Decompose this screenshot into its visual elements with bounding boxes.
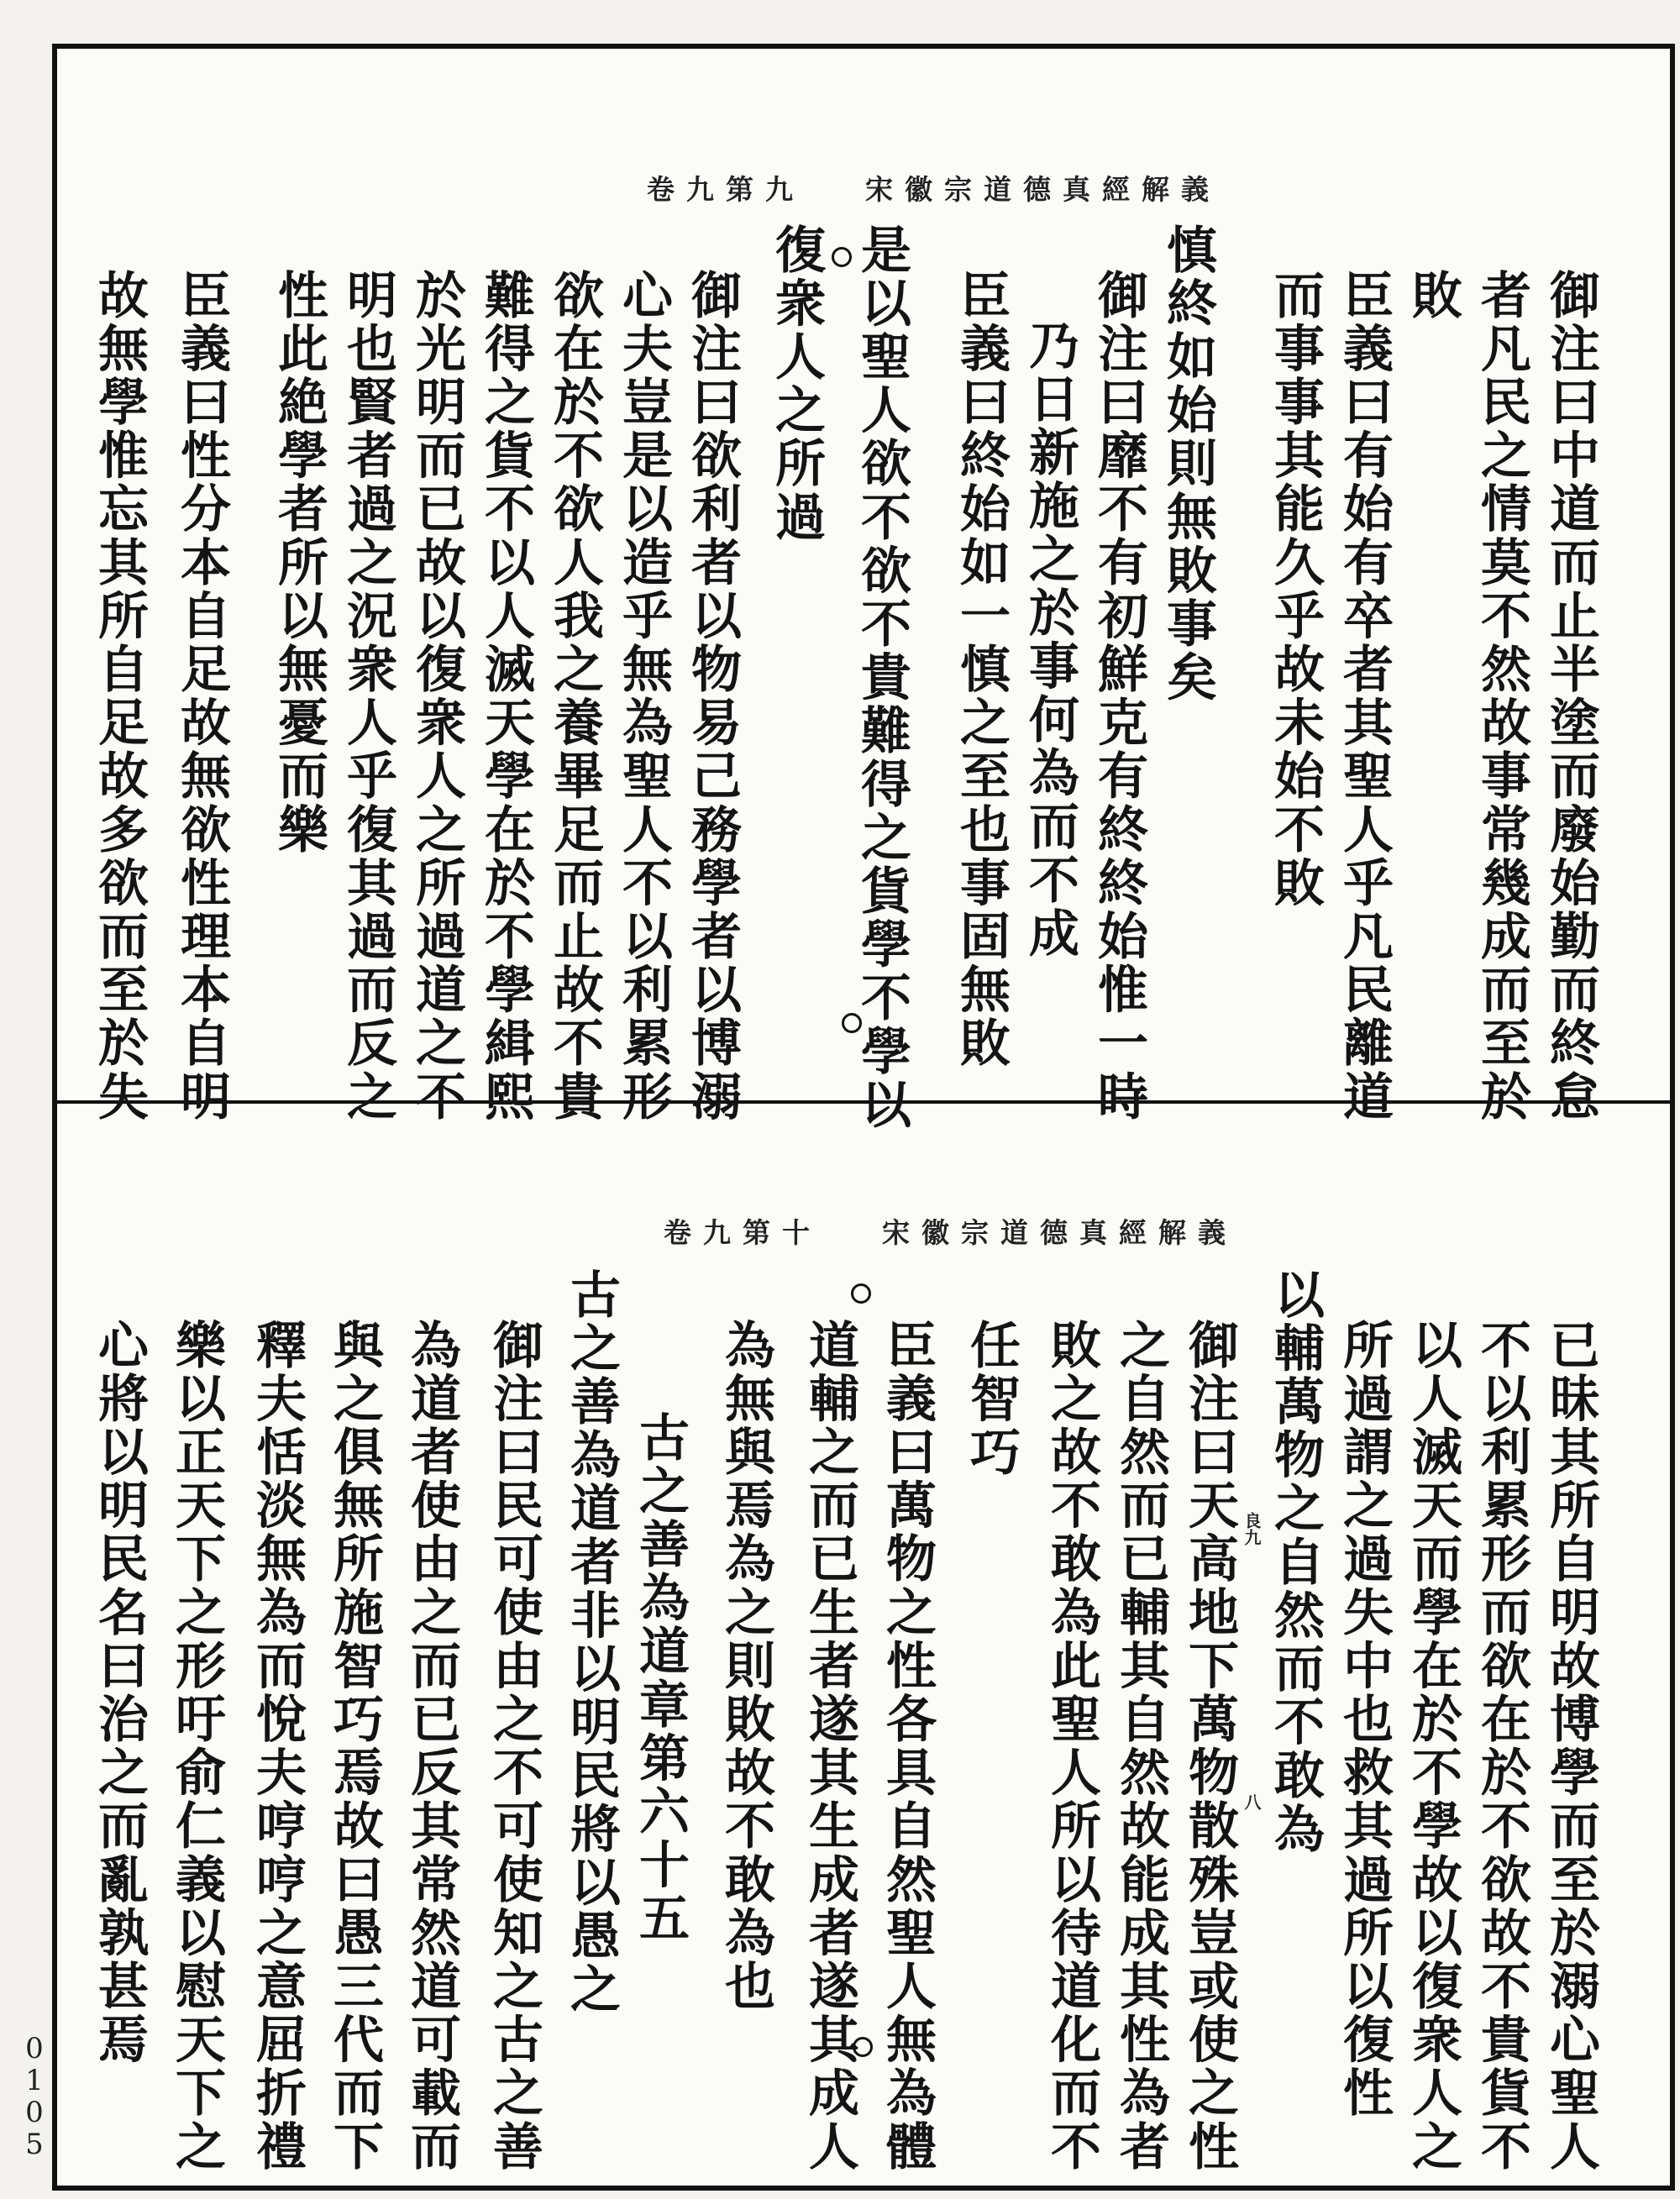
bottom-col-10: 臣義曰萬物之性各具自然聖人無為體 bbox=[878, 1319, 937, 2174]
top-col-5: 而事事其能久乎故未始不敗 bbox=[1266, 269, 1325, 911]
margin-digit: 0 bbox=[25, 2096, 44, 2129]
bottom-col-6: 御注曰天高地下萬物散殊豈或使之性 bbox=[1180, 1319, 1239, 2174]
bottom-col-17: 與之俱無所施智巧焉故曰愚三代而下 bbox=[325, 1319, 384, 2174]
bottom-circle-mark-1 bbox=[851, 1283, 871, 1304]
margin-digit: 5 bbox=[25, 2128, 44, 2161]
margin-page-number bbox=[22, 2033, 47, 2160]
bottom-col-2: 不以利累形而欲在於不欲故不貴貨不 bbox=[1473, 1319, 1531, 2174]
top-col-15: 難得之貨不以人滅天學在於不學緝熙 bbox=[476, 269, 535, 1124]
top-circle-mark-1 bbox=[832, 247, 852, 267]
bottom-header-volume: 卷九第十 bbox=[664, 1216, 822, 1249]
margin-page-number-text bbox=[22, 2033, 47, 2160]
top-circle-mark-2 bbox=[842, 1013, 862, 1033]
top-col-8: 乃日新施之於事何為而不成 bbox=[1021, 319, 1079, 961]
top-col-4: 臣義曰有始有卒者其聖人乎凡民離道 bbox=[1335, 269, 1394, 1124]
top-col-18: 性此絶學者所以無憂而樂 bbox=[270, 269, 328, 857]
top-header-title: 宋徽宗道德真經解義 bbox=[865, 173, 1221, 206]
top-col-17: 明也賢者過之況衆人乎復其過而反之 bbox=[339, 269, 397, 1124]
top-col-2: 者凡民之情莫不然故事常幾成而至於 bbox=[1473, 269, 1531, 1124]
top-col-10: 是以聖人欲不欲不貴難得之貨學不學以 bbox=[853, 223, 911, 1132]
bottom-col-7: 之自然而已輔其自然故能成其性為者 bbox=[1111, 1319, 1170, 2174]
bottom-col-1: 已昧其所自明故博學而至於溺心聖人 bbox=[1541, 1319, 1600, 2174]
bottom-col-3: 以人滅天而學在於不學故以復衆人之 bbox=[1404, 1319, 1462, 2174]
bottom-col-15: 御注曰民可使由之不可使知之古之善 bbox=[485, 1319, 543, 2174]
top-col-12: 御注曰欲利者以物易己務學者以博溺 bbox=[683, 269, 742, 1124]
top-header-volume: 卷九第九 bbox=[647, 173, 805, 206]
top-col-14: 欲在於不欲人我之養畢足而止故不貴 bbox=[545, 269, 604, 1124]
top-col-7: 御注曰靡不有初鮮克有終終始惟一時 bbox=[1089, 269, 1148, 1124]
bottom-col-11: 道輔之而已生者遂其生成者遂其成人 bbox=[801, 1319, 859, 2174]
margin-digit: 1 bbox=[25, 2064, 44, 2097]
bottom-col-19: 樂以正天下之形吁俞仁義以慰天下之 bbox=[167, 1319, 226, 2174]
top-col-19: 臣義曰性分本自足故無欲性理本自明 bbox=[172, 269, 231, 1124]
bottom-side-note-2: 八 bbox=[1242, 1793, 1262, 1810]
top-col-20: 故無學惟忘其所自足故多欲而至於失 bbox=[90, 269, 149, 1124]
bottom-col-20: 心將以明民名曰治之而亂孰甚焉 bbox=[90, 1319, 149, 2067]
top-col-16: 於光明而已故以復衆人之所過道之不 bbox=[407, 269, 466, 1124]
bottom-col-13: 古之善為道章第六十五 bbox=[631, 1411, 690, 1945]
top-col-9: 臣義曰終始如一慎之至也事固無敗 bbox=[952, 269, 1011, 1070]
bottom-col-16: 為道者使由之而已反其常然道可載而 bbox=[402, 1319, 461, 2174]
top-col-3: 敗 bbox=[1404, 269, 1462, 323]
bottom-header-title: 宋徽宗道德真經解義 bbox=[882, 1216, 1237, 1249]
bottom-side-note-1: 良九 bbox=[1242, 1512, 1262, 1546]
top-col-13: 心夫豈是以造乎無為聖人不以利累形 bbox=[614, 269, 673, 1124]
top-col-6: 慎終如始則無敗事矣 bbox=[1158, 223, 1217, 705]
bottom-col-9: 任智巧 bbox=[962, 1319, 1021, 1479]
bottom-col-8: 敗之故不敢為此聖人所以待道化而不 bbox=[1042, 1319, 1101, 2174]
bottom-col-5: 以輔萬物之自然而不敢為 bbox=[1266, 1268, 1325, 1856]
margin-digit: 0 bbox=[25, 2032, 44, 2065]
top-col-11: 復衆人之所過 bbox=[767, 223, 826, 544]
bottom-col-4: 所過謂之過失中也救其過所以復性 bbox=[1335, 1319, 1394, 2120]
bottom-col-14: 古之善為道者非以明民將以愚之 bbox=[562, 1268, 621, 2017]
top-col-1: 御注曰中道而止半塗而廢始勤而終怠 bbox=[1541, 269, 1600, 1124]
bottom-col-18: 釋夫恬淡無為而悅夫哼哼之意屈折禮 bbox=[248, 1319, 307, 2174]
bottom-col-12: 為無與焉為之則敗故不敢為也 bbox=[717, 1319, 775, 2013]
